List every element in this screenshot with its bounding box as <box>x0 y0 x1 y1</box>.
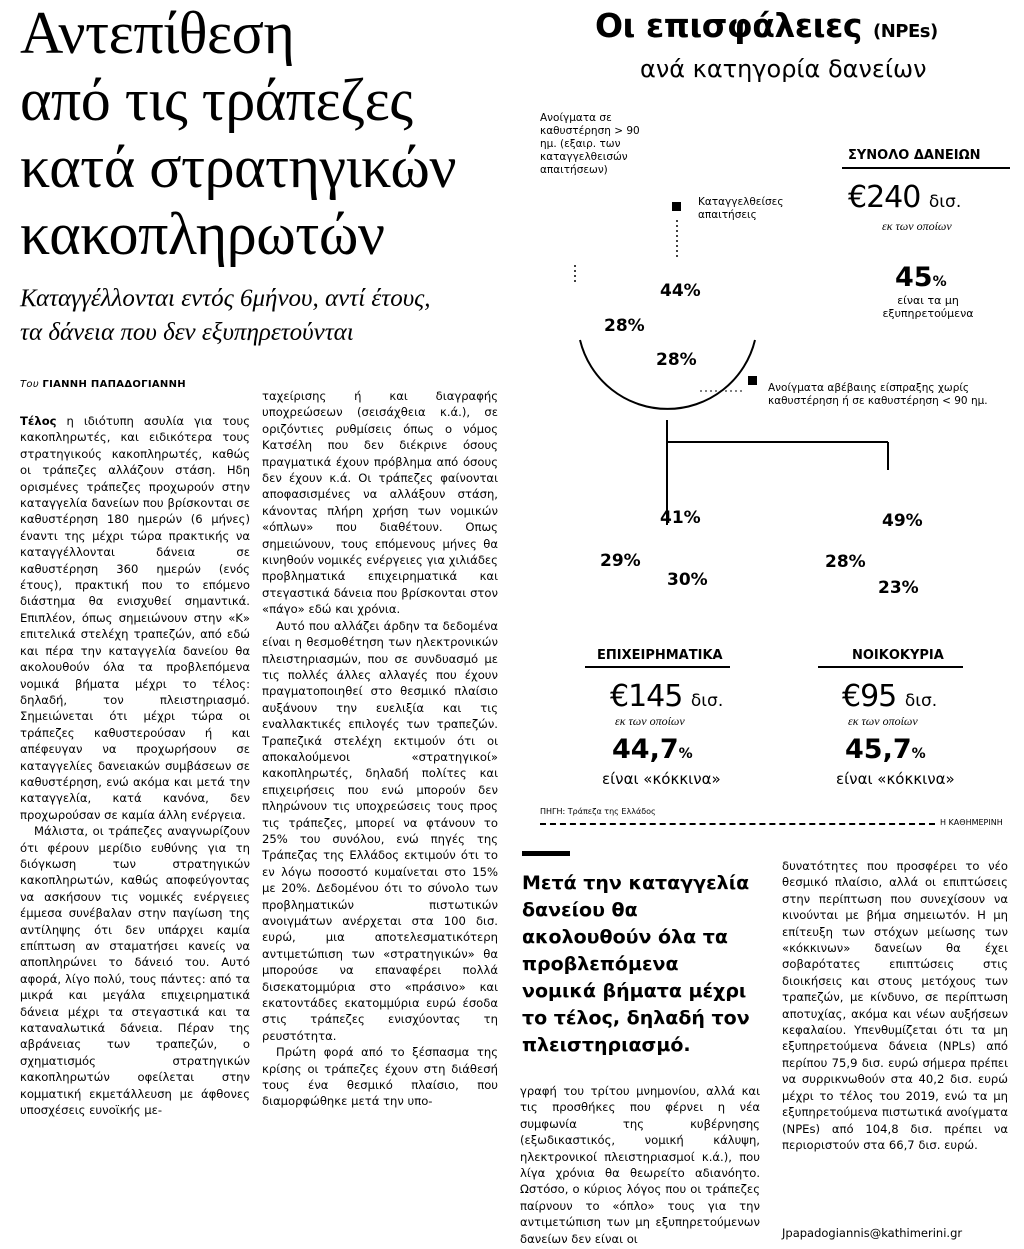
headline-line-2: από τις τράπεζες <box>20 67 413 133</box>
paragraph: Πρώτη φορά από το ξέσπασμα της κρίσης οι τράπεζες έχουν στη διάθεσή τους ένα θεσμικό πλαίσιο, που διαμορφώθηκε μετά την υπο- <box>262 1045 498 1109</box>
total-note: είναι τα μη εξυπηρετούμενα <box>882 294 974 320</box>
subheadline <box>20 282 520 350</box>
legend-unlikely: Ανοίγματα αβέβαιης είσπραξης χωρίς καθυστέρηση ή σε καθυστέρηση < 90 ημ. <box>768 382 988 407</box>
business-amount: €145 δισ. <box>610 679 724 714</box>
subheadline-line-2: τα δάνεια που δεν εξυπηρετούνται <box>20 319 354 346</box>
headline <box>20 0 520 268</box>
household-note: είναι «κόκκινα» <box>836 770 955 788</box>
pull-quote-bar <box>522 851 570 856</box>
lead-word: Τέλος <box>20 414 57 428</box>
author-email[interactable]: Jpapadogiannis@kathimerini.gr <box>782 1226 963 1240</box>
business-overdue-pct: 29% <box>600 551 641 571</box>
business-unlikely-pct: 30% <box>667 570 708 590</box>
total-overdue-pct: 28% <box>604 316 645 336</box>
paragraph: Τέλος η ιδιότυπη ασυλία για τους κακοπληρωτές, και ειδικότερα τους στρατηγικούς κακοπληρωτές, καθώς οι τράπεζες αλλάζουν στάση. Ηδη ορισμένες τράπεζες προχωρούν στην καταγγελία δανείων που βρίσκονται σε καθυστέρηση 180 ημερών (6 μήνες) έναντι της μέχρι τώρα πρακτικής να καταγγέλλονται δάνεια σε καθυστέρηση 360 ημερών (ενός έτους), πρακτική που το επόμενο διάστημα θα ενισχυθεί σημαντικά. Επιπλέον, όπως σημειώνουν στην «Κ» επιτελικά στελέχη τραπεζών, από εδώ και πέρα την καταγγελία δανείου θα ακολουθούν όλα τα προβλεπόμενα νομικά βήματα μέχρι το τέλος: δηλαδή, τον πλειστηριασμό. Σημειώνεται ότι μέχρι τώρα οι τράπεζες καθυστερούσαν ή και απέφευγαν να προχωρήσουν σε καταγγελίες δανειακών συμβάσεων σε καθυστέρηση, ενώ ακόμα και μετά την καταγγελία, κατά κανόνα, δεν προχωρούσαν σε καμία άλλη ενέργεια. <box>20 414 250 822</box>
household-terminated-pct: 49% <box>882 511 923 531</box>
household-pct: 45,7% <box>845 734 926 765</box>
paragraph: γραφή του τρίτου μνημονίου, αλλά και τις προσθήκες που φέρνει η νέα συμφωνία της κυβέρνησης (εξωδικαστικός, νομική κάλυψη, ηλεκτρονικοί πλειστηριασμοί κ.ά.), που λίγα χρόνια θα θεωρείτο αδιανόητο. Ωστόσο, ο κύριος λόγος που οι τράπεζες παίρνουν το «όπλο» τους για την αντιμετώπιση των μη εξυπηρετούμενων δανείων δεν είναι οι <box>520 1084 760 1246</box>
infographic-source: ΠΗΓΗ: Τράπεζα της Ελλάδος <box>540 807 656 816</box>
headline-line-1: Αντεπίθεση <box>20 0 295 66</box>
total-pct: 45% <box>895 262 947 293</box>
infographic-title-suffix: (NPEs) <box>872 21 938 42</box>
total-header: ΣΥΝΟΛΟ ΔΑΝΕΙΩΝ <box>848 148 981 163</box>
total-of-which: εκ των οποίων <box>882 219 952 233</box>
total-terminated-pct: 44% <box>660 281 701 301</box>
legend-terminated: Καταγγελθείσες απαιτήσεις <box>698 196 784 221</box>
article-column-4 <box>782 858 1008 1153</box>
infographic-title: Οι επισφάλειες (NPEs) <box>595 6 938 45</box>
paragraph: ταχείρισης ή και διαγραφής υποχρεώσεων (σεισάχθεια κ.ά.), σε οριζόντιες ρυθμίσεις όπως ο νόμος Κατσέλη που δεν διέκρινε όσους πραγματικά έχουν πρόβλημα από όσους δεν έχουν κ.ά. Οι τράπεζες φαίνονται αποφασισμένες να αλλάξουν στάση, κάνοντας πλήρη χρήση των νομικών «όπλων» που διαθέτουν. Οπως σημειώνουν, τους επόμενους μήνες θα κινηθούν νομικές ενέργειες για χιλιάδες προβληματικά επιχειρηματικά και στεγαστικά δάνεια που βρίσκονται στον «πάγο» εδώ και χρόνια. <box>262 389 498 617</box>
paragraph: Αυτό που αλλάζει άρδην τα δεδομένα είναι η θεσμοθέτηση των ηλεκτρονικών πλειστηριασμών, που σε συνδυασμό με τις πολλές άλλες αλλαγές που έχουν πραγματοποιηθεί στο θεσμικό πλαίσιο αυξάνουν την ευελιξία και τις εναλλακτικές επιλογές των τραπεζών. Τραπεζικά στελέχη εκτιμούν ότι οι αποκαλούμενοι «στρατηγικοί» κακοπληρωτές, δηλαδή πολίτες και επιχειρήσεις που ενώ μπορούν δεν πληρώνουν τις υποχρεώσεις τους προς τις τράπεζες, μπορεί να φτάνουν το 25% του συνόλου, ενώ πηγές της Τράπεζας της Ελλάδος εκτιμούν ότι το εν λόγω ποσοστό κυμαίνεται στο 15% με 20%. Δεδομένου ότι το σύνολο των προβληματικών πιστωτικών ανοιγμάτων ανέρχεται στα 100 δισ. ευρώ, μια αποτελεσματικότερη αντιμετώπιση των «στρατηγικών» θα μπορούσε να επαναφέρει πολλά δισεκατομμύρια στο «πράσινο» και εκατοντάδες εκατομμύρια ευρώ έσοδα στις τράπεζες ενισχύοντας τη ρευστότητα. <box>262 618 498 1043</box>
byline-prefix: Του <box>20 379 39 390</box>
business-rule <box>585 666 730 668</box>
article-column-2 <box>262 388 498 1110</box>
household-amount: €95 δισ. <box>842 679 938 714</box>
legend-overdue: Ανοίγματα σε καθυστέρηση > 90 ημ. (εξαιρ. των καταγγελθεισών απαιτήσεων) <box>540 112 640 176</box>
business-header: ΕΠΙΧΕΙΡΗΜΑΤΙΚΑ <box>597 648 723 663</box>
total-unlikely-pct: 28% <box>656 350 697 370</box>
business-note: είναι «κόκκινα» <box>602 770 721 788</box>
headline-line-3: κατά στρατηγικών <box>20 134 456 200</box>
article-column-3 <box>520 1083 760 1247</box>
business-pct: 44,7% <box>612 734 693 765</box>
infographic-connectors <box>560 180 1024 530</box>
paragraph: Μάλιστα, οι τράπεζες αναγνωρίζουν ότι φέρουν μερίδιο ευθύνης για τη διόγκωση των στρατηγικών κακοπληρωτών, καθώς αποφεύγοντας να ασκήσουν τις νομικές ενέργειες έμμεσα συνέβαλαν στην παγίωση της αντίληψης ότι δεν υπάρχει καμία επίπτωση αν σταματήσει κανείς να αποπληρώνει το δάνειό του. Αυτό αφορά, λίγο πολύ, τους πάντες: από τα μικρά και μεγάλα επιχειρηματικά δάνεια μέχρι τα στεγαστικά και τα καταναλωτικά δάνεια. Πέραν της αβράνειας των τραπεζών, ο σχηματισμός στρατηγικών κακοπληρωτών οφείλεται στην κομματική εκμετάλλευση με άφθονες υποσχέσεις ευνοϊκής με- <box>20 824 250 1118</box>
household-rule <box>818 666 963 668</box>
business-of-which: εκ των οποίων <box>615 714 685 728</box>
subheadline-line-1: Καταγγέλλονται εντός 6μήνου, αντί έτους, <box>20 285 431 312</box>
household-overdue-pct: 28% <box>825 552 866 572</box>
household-of-which: εκ των οποίων <box>848 714 918 728</box>
infographic-credit: Η ΚΑΘΗΜΕΡΙΝΗ <box>940 818 1003 827</box>
headline-line-4: κακοπληρωτών <box>20 201 385 267</box>
article-column-1 <box>20 413 250 1118</box>
byline-name: ΓΙΑΝΝΗ ΠΑΠΑΔΟΓΙΑΝΝΗ <box>42 379 186 390</box>
pull-quote: Μετά την καταγγελία δανείου θα ακολουθούν όλα τα προβλεπόμενα νομικά βήματα μέχρι το τέλος, δηλαδή τον πλειστηριασμό. <box>522 872 750 1056</box>
household-header: ΝΟΙΚΟΚΥΡΙΑ <box>852 648 944 663</box>
byline <box>20 379 186 390</box>
infographic-bottom-rule <box>540 823 935 825</box>
total-rule <box>842 167 1010 169</box>
infographic-subtitle: ανά κατηγορία δανείων <box>640 55 927 83</box>
total-amount: €240 δισ. <box>848 180 962 215</box>
household-unlikely-pct: 23% <box>878 578 919 598</box>
business-terminated-pct: 41% <box>660 508 701 528</box>
paragraph: δυνατότητες που προσφέρει το νέο θεσμικό πλαίσιο, αλλά οι επιπτώσεις στην περίπτωση που συνεχίσουν να κινούνται με βήμα σημειωτόν. Η μη επίτευξη των στόχων μείωσης των «κόκκινων» δανείων θα έχει σοβαρότατες επιπτώσεις στις διοικήσεις και στους μετόχους των τραπεζών, με κίνδυνο, σε περίπτωση αποτυχίας, ακόμα και νέων αυξήσεων κεφαλαίου. Υπενθυμίζεται ότι τα μη εξυπηρετούμενα δάνεια (NPLs) από περίπου 75,9 δισ. ευρώ σήμερα πρέπει να συρρικνωθούν στα 40,2 δισ. ευρώ μέχρι το τέλος του 2019, ενώ τα μη εξυπηρετούμενα πιστωτικά ανοίγματα (NPEs) από 104,8 δισ. πρέπει να περιοριστούν στα 66,7 δισ. ευρώ. <box>782 859 1008 1152</box>
